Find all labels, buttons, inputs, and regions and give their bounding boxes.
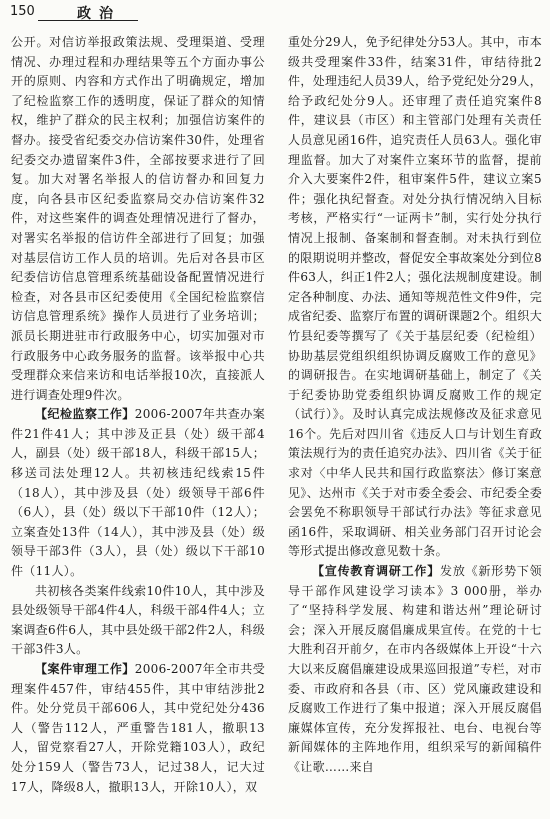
paragraph-body: 发放《新形势下领导干部作风建设学习读本》3 000册，举办了“坚持科学发展、构建和谐达州”理论研讨会；深入开展反腐倡廉成果宣传。在党的十七大胜利召开前夕，在市内各级媒体上开设“十六大以来反腐倡廉建设成果巡回报道”专栏，对市委、市政府和各县（市、区）党风廉政建设和反腐败工作进行了集中报道；深入开展反腐倡廉媒体宣传，充分发挥报社、电台、电视台等新闻媒体的主阵地作用，组织采写的新闻稿件《让歌……来自 (288, 564, 542, 774)
paragraph-publicity-education (288, 562, 542, 778)
right-column (288, 33, 542, 778)
section-heading-discipline-inspection: 【纪检监察工作】 (35, 407, 135, 422)
header-rule (38, 20, 138, 21)
paragraph-case-clues: 共初核各类案件线索10件10人，其中涉及县处级领导干部4件4人，科级干部4件4人；立案调查6件6人，其中县处级干部2件2人，科级干部3件3人。 (11, 583, 265, 657)
page-header (8, 2, 542, 22)
paragraph-case-review-continued: 重处分29人，免予纪律处分53人。其中，市本级共受理案件33件，结案31件，审结待批2件，处理违纪人员39人，给予党纪处分29人，给予政纪处分9人。还审理了责任追究案件8件，建议县（市区）和主管部门处理有关责任人员意见函16件，追究责任人员63人。强化审理监督。加大了对案件立案环节的监督，提前介入大要案件2件，租审案件5件，建议立案5件；强化执纪督查。对处分执行情况纳入目标考核，严格实行“一证两卡”制，实行处分执行情况上报制、备案制和督查制。对未执行到位的限期说明并整改，督促安全事故案处分到位8件63人，纠正1件2人；强化法规制度建设。制定各种制度、办法、通知等规范性文件9件，完成省纪委、监察厅布置的调研课题2个。组织大竹县纪委等撰写了《关于基层纪委（纪检组）协助基层党组织组织协调反腐败工作的意见》的调研报告。在实地调研基础上，制定了《关于纪委协助党委组织协调反腐败工作的规定（试行）》。及时认真完成法规修改及征求意见16个。先后对四川省《违反人口与计划生育政策法规行为的责任追究办法》、四川省《关于征求对〈中华人民共和国行政监察法〉修订案意见》、达州市《关于对市委全委会、市纪委全委会罢免不称职领导干部试行办法》等征求意见函16件，采取调研、相关业务部门召开讨论会等形式提出修改意见数十条。 (288, 35, 542, 559)
section-heading-publicity-education: 【宣传教育调研工作】 (312, 564, 441, 579)
paragraph-discipline-inspection (11, 405, 265, 581)
paragraph-case-review (11, 660, 265, 797)
paragraph-body: 2006-2007年全市共受理案件457件，审结455件，其中审结涉批2件。处分党员干部606人，其中党纪处分436人（警告112人，严重警告181人，撤职13人，留党察看27人，开除党籍103人），政纪处分159人（警告73人，记过38人，记大过17人，降级8人，撤职13人，开除10人），双 (11, 662, 265, 794)
section-heading-case-review: 【案件审理工作】 (35, 662, 135, 676)
section-title: 政治 (77, 6, 121, 22)
paragraph-body: 2006-2007年共查办案件21件41人；其中涉及正县（处）级干部4人，副县（处）级干部18人，科级干部15人；移送司法处理12人。共初核违纪线索15件（18人），其中涉及县（处）级领导干部6件（6人），县（处）级以下干部10件（12人）；立案查处13件（14人），其中涉及县（处）级领导干部3件（3人），县（处）级以下干部10件（11人）。 (11, 407, 265, 579)
left-column (11, 33, 265, 797)
paragraph-petition-openness: 公开。对信访举报政策法规、受理渠道、受理情况、办理过程和办理结果等五个方面办事公开的原则、内容和方式作出了明确规定，增加了纪检监察工作的透明度，保证了群众的知情权，维护了群众的民主权利；加强信访案件的督办。接受省纪委交办信访案件30件，处理省纪委交办遗留案件3件，全部按要求进行了回复。加大对署名举报人的信访督办和回复力度，向各县市区纪委监察局交办信访案件32件，对这些案件的调查处理情况进行了督办，对署实名举报的信访件全部进行了回复；加强对基层信访工作人员的培训。先后对各县市区纪委信访信息管理系统基础设备配置情况进行检查，对各县市区纪委使用《全国纪检监察信访信息管理系统》操作人员进行了业务培训；派员长期进驻市行政服务中心，切实加强对市行政服务中心政务服务的监督。该举报中心共受理群众来信来访和电话举报10次，直接派人进行调查处理9件次。 (11, 35, 265, 402)
page-number: 150 (10, 4, 35, 19)
